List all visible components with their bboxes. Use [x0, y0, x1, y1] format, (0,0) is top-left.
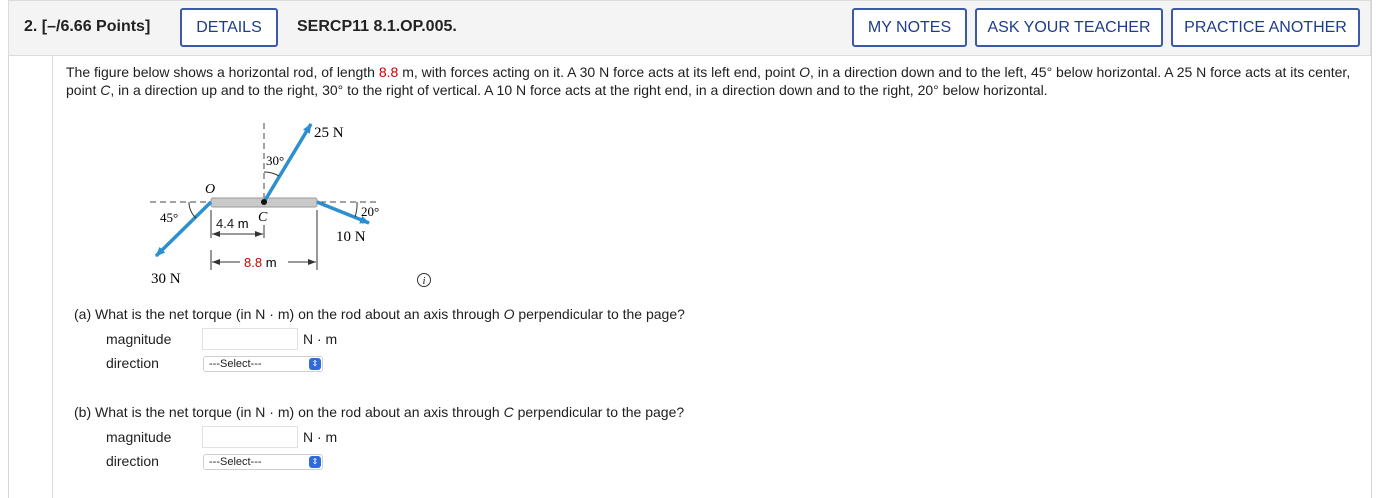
problem-text: , in a direction up and to the right, 30° to the right of vertical. A 10 N force acts at the right end, in a direction down and to the right, 20° below horizontal.: [110, 82, 1048, 98]
rod-length-value: 8.8: [378, 64, 399, 80]
full-length-label: 8.8 m: [244, 255, 277, 270]
ask-teacher-button[interactable]: ASK YOUR TEACHER: [975, 8, 1163, 47]
problem-text: m, with forces acting on it. A 30 N force acts at its left end, point: [398, 64, 800, 80]
my-notes-button[interactable]: MY NOTES: [852, 8, 967, 47]
force-25-label: 25 N: [314, 125, 344, 141]
problem-text: The figure below shows a horizontal rod, of length: [66, 64, 379, 80]
problem-text: , in a direction down and to the left, 45° below horizontal. A 25 N force acts at its center, point: [66, 64, 1351, 98]
select-value: ---Select---: [209, 358, 262, 370]
angle-45-label: 45°: [160, 210, 179, 225]
part-b-question: [74, 404, 684, 420]
practice-another-button[interactable]: PRACTICE ANOTHER: [1171, 8, 1360, 47]
point-o-figure-label: O: [205, 182, 216, 197]
angle-arc-20: [355, 202, 357, 217]
question-text: perpendicular to the page?: [514, 306, 685, 322]
select-value: ---Select---: [209, 456, 262, 468]
axis-point-label: O: [503, 306, 515, 322]
part-a-direction-label: direction: [106, 355, 159, 371]
part-a-magnitude-input[interactable]: [202, 328, 298, 350]
part-a-direction-select[interactable]: [203, 356, 323, 372]
part-b-direction-select[interactable]: [203, 454, 323, 470]
question-text: (b) What is the net torque (in N · m) on the rod about an axis through: [74, 404, 504, 420]
select-chevron-icon: ⇕: [309, 456, 321, 468]
problem-code: SERCP11 8.1.OP.005.: [297, 18, 457, 35]
details-button[interactable]: DETAILS: [180, 8, 278, 47]
half-length-label: 4.4 m: [216, 216, 249, 231]
question-number: 2. [–/6.66 Points]: [24, 18, 151, 35]
point-o-label: O: [799, 64, 810, 80]
angle-arc-30: [264, 172, 279, 176]
part-b-magnitude-input[interactable]: [202, 426, 298, 448]
axis-point-label: C: [503, 404, 514, 420]
part-a-magnitude-label: magnitude: [106, 331, 172, 347]
force-30-label: 30 N: [151, 271, 181, 287]
angle-20-label: 20°: [361, 204, 380, 219]
info-icon[interactable]: i: [417, 273, 431, 287]
center-point: [261, 199, 267, 205]
force-10-label: 10 N: [336, 229, 366, 245]
angle-30-label: 30°: [266, 153, 285, 168]
part-b-magnitude-label: magnitude: [106, 429, 172, 445]
part-b-direction-label: direction: [106, 453, 159, 469]
question-text: perpendicular to the page?: [513, 404, 685, 420]
part-a-unit: N · m: [303, 331, 338, 347]
question-text: (a) What is the net torque (in N · m) on the rod about an axis through: [74, 306, 504, 322]
point-c-figure-label: C: [258, 210, 268, 225]
part-a-question: [74, 306, 685, 322]
part-b-unit: N · m: [303, 429, 338, 445]
select-chevron-icon: ⇕: [309, 358, 321, 370]
point-c-label: C: [100, 82, 111, 98]
